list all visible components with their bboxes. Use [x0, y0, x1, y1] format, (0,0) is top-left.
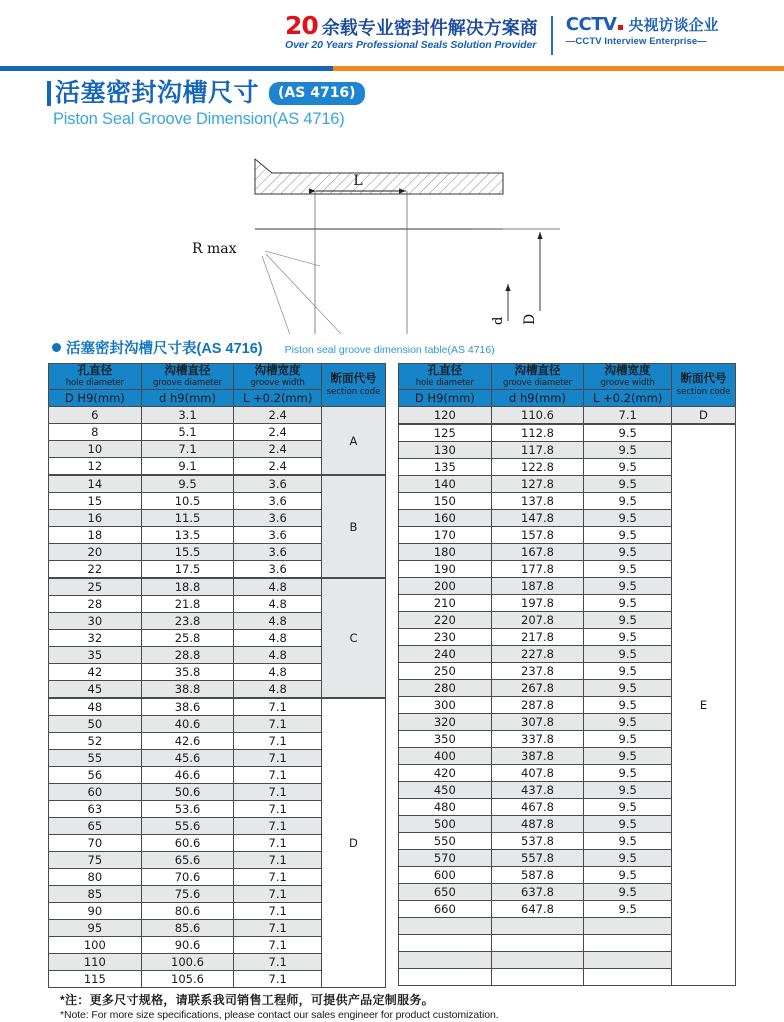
page-title: 活塞密封沟槽尺寸 — [55, 79, 260, 107]
cell-width: 9.5 — [584, 561, 672, 578]
cell-hole: 56 — [49, 767, 142, 784]
cell-hole: 250 — [399, 663, 492, 680]
cell-hole: 190 — [399, 561, 492, 578]
cell-hole: 320 — [399, 714, 492, 731]
cell-width: 9.5 — [584, 493, 672, 510]
upper-body-section — [255, 159, 503, 194]
cell-groove: 9.5 — [141, 475, 234, 493]
cell-groove: 287.8 — [491, 697, 584, 714]
cell-hole: 500 — [399, 816, 492, 833]
table-row — [49, 407, 386, 424]
cell-hole: 14 — [49, 475, 142, 493]
header-groove-width-en: groove width — [600, 378, 655, 388]
dimension-tables — [0, 363, 784, 988]
cell-hole — [399, 935, 492, 952]
cell-groove: 55.6 — [141, 818, 234, 835]
header-groove-diameter-en: groove diameter — [502, 378, 573, 388]
cell-groove: 53.6 — [141, 801, 234, 818]
header-groove-width-en: groove width — [250, 378, 305, 388]
cell-hole: 135 — [399, 459, 492, 476]
cell-width: 7.1 — [234, 852, 322, 869]
cell-hole: 125 — [399, 424, 492, 442]
title-accent-bar — [47, 81, 51, 106]
cell-hole — [399, 969, 492, 986]
footnote-cn: *注：更多尺寸规格，请联系我司销售工程师，可提供产品定制服务。 — [60, 993, 434, 1007]
cell-groove: 40.6 — [141, 716, 234, 733]
cell-width: 2.4 — [234, 424, 322, 441]
header-groove-diameter-cn: 沟槽直径 — [514, 365, 561, 377]
header-section-code — [671, 364, 735, 407]
cell-groove: 227.8 — [491, 646, 584, 663]
cell-groove: 13.5 — [141, 527, 234, 544]
header-hole-diameter-en: hole diameter — [65, 378, 124, 388]
cell-hole: 350 — [399, 731, 492, 748]
cell-width: 9.5 — [584, 765, 672, 782]
cell-width: 2.4 — [234, 441, 322, 458]
cell-groove: 147.8 — [491, 510, 584, 527]
cell-hole: 150 — [399, 493, 492, 510]
cell-width: 7.1 — [234, 698, 322, 716]
cell-width: 2.4 — [234, 458, 322, 476]
cell-hole: 240 — [399, 646, 492, 663]
cell-hole: 200 — [399, 578, 492, 595]
cell-groove: 17.5 — [141, 561, 234, 579]
cell-groove: 5.1 — [141, 424, 234, 441]
cell-width: 7.1 — [234, 886, 322, 903]
cell-hole: 570 — [399, 850, 492, 867]
cell-hole: 60 — [49, 784, 142, 801]
cell-hole: 450 — [399, 782, 492, 799]
cell-groove: 537.8 — [491, 833, 584, 850]
cell-hole: 70 — [49, 835, 142, 852]
cell-width — [584, 918, 672, 935]
cell-hole: 115 — [49, 971, 142, 988]
cell-groove: 60.6 — [141, 835, 234, 852]
cell-groove: 90.6 — [141, 937, 234, 954]
cell-groove: 45.6 — [141, 750, 234, 767]
header-unit-groove-dia: d h9(mm) — [491, 390, 584, 407]
cell-width: 7.1 — [234, 767, 322, 784]
cell-groove: 437.8 — [491, 782, 584, 799]
cell-width: 9.5 — [584, 578, 672, 595]
table-row — [49, 578, 386, 596]
cell-groove: 647.8 — [491, 901, 584, 918]
rule-segment-blue — [0, 66, 333, 71]
header-unit-groove-dia: d h9(mm) — [141, 390, 234, 407]
cell-hole: 140 — [399, 476, 492, 493]
header-groove-width — [584, 364, 672, 390]
cell-groove: 23.8 — [141, 613, 234, 630]
cell-groove: 177.8 — [491, 561, 584, 578]
cell-groove: 587.8 — [491, 867, 584, 884]
cell-groove: 85.6 — [141, 920, 234, 937]
cell-width: 7.1 — [234, 716, 322, 733]
label-D: D — [522, 313, 538, 325]
header-unit-groove-width: L +0.2(mm) — [584, 390, 672, 407]
cell-width: 9.5 — [584, 680, 672, 697]
label-d: d — [491, 316, 506, 325]
cell-width: 4.8 — [234, 647, 322, 664]
cell-width: 9.5 — [584, 646, 672, 663]
cell-hole: 45 — [49, 681, 142, 699]
cell-groove: 157.8 — [491, 527, 584, 544]
cell-width: 9.5 — [584, 748, 672, 765]
cell-hole: 180 — [399, 544, 492, 561]
cell-section-code: D — [671, 407, 735, 425]
header-unit-hole: D H9(mm) — [399, 390, 492, 407]
label-Rmax: R max — [192, 241, 237, 257]
header-section-code — [321, 364, 385, 407]
cell-width: 9.5 — [584, 612, 672, 629]
cell-hole: 55 — [49, 750, 142, 767]
header-unit-hole: D H9(mm) — [49, 390, 142, 407]
cell-width: 9.5 — [584, 476, 672, 493]
label-L: L — [353, 173, 363, 189]
header-unit-groove-width: L +0.2(mm) — [234, 390, 322, 407]
cell-groove: 112.8 — [491, 424, 584, 442]
cell-hole: 25 — [49, 578, 142, 596]
header-divider — [551, 16, 553, 55]
cell-hole: 16 — [49, 510, 142, 527]
cell-width: 9.5 — [584, 442, 672, 459]
cell-hole: 15 — [49, 493, 142, 510]
cell-width: 9.5 — [584, 459, 672, 476]
cell-groove: 21.8 — [141, 596, 234, 613]
page-subtitle: Piston Seal Groove Dimension(AS 4716) — [53, 110, 345, 128]
cell-groove: 50.6 — [141, 784, 234, 801]
section-title-cn: 活塞密封沟槽尺寸表(AS 4716) — [66, 341, 263, 357]
cell-width: 9.5 — [584, 663, 672, 680]
cell-hole: 170 — [399, 527, 492, 544]
cell-hole: 110 — [49, 954, 142, 971]
cell-width: 7.1 — [234, 869, 322, 886]
cell-hole: 660 — [399, 901, 492, 918]
cell-hole: 220 — [399, 612, 492, 629]
cell-hole: 65 — [49, 818, 142, 835]
header-section-code-en: section code — [676, 387, 731, 397]
tagline-en: Over 20 Years Professional Seals Solution Provider — [285, 39, 537, 51]
cell-hole: 120 — [399, 407, 492, 425]
cell-groove — [491, 935, 584, 952]
header-section-code-en: section code — [326, 387, 381, 397]
cell-hole — [399, 952, 492, 969]
cell-hole: 18 — [49, 527, 142, 544]
cell-hole: 48 — [49, 698, 142, 716]
cell-hole: 90 — [49, 903, 142, 920]
cell-hole: 52 — [49, 733, 142, 750]
cell-groove: 557.8 — [491, 850, 584, 867]
cctv-label-en: —CCTV Interview Enterprise— — [565, 36, 707, 47]
cell-width: 3.6 — [234, 544, 322, 561]
cell-width: 7.1 — [234, 733, 322, 750]
cell-width: 9.5 — [584, 544, 672, 561]
seals-brand — [285, 11, 538, 52]
cell-groove: 407.8 — [491, 765, 584, 782]
page-header — [0, 0, 784, 66]
cell-groove: 207.8 — [491, 612, 584, 629]
cell-hole: 8 — [49, 424, 142, 441]
brand-block — [285, 11, 719, 55]
cell-width: 9.5 — [584, 595, 672, 612]
cell-groove: 307.8 — [491, 714, 584, 731]
cell-groove: 122.8 — [491, 459, 584, 476]
cell-width: 3.6 — [234, 493, 322, 510]
cell-hole: 100 — [49, 937, 142, 954]
cell-groove: 197.8 — [491, 595, 584, 612]
cell-groove — [491, 969, 584, 986]
cell-groove: 46.6 — [141, 767, 234, 784]
cell-hole: 400 — [399, 748, 492, 765]
cell-width: 9.5 — [584, 901, 672, 918]
cell-section-code: B — [321, 475, 385, 578]
cell-hole — [399, 918, 492, 935]
cell-groove: 80.6 — [141, 903, 234, 920]
cell-hole: 50 — [49, 716, 142, 733]
standard-badge: (AS 4716) — [269, 82, 365, 105]
cell-groove: 337.8 — [491, 731, 584, 748]
rmax-arrow-2 — [266, 254, 404, 334]
right-dimension-table — [398, 363, 736, 986]
cell-groove: 387.8 — [491, 748, 584, 765]
table-header-row-1 — [399, 364, 736, 390]
cell-groove: 487.8 — [491, 816, 584, 833]
cell-hole: 75 — [49, 852, 142, 869]
cell-width — [584, 952, 672, 969]
cell-groove: 100.6 — [141, 954, 234, 971]
cell-hole: 550 — [399, 833, 492, 850]
cell-width: 7.1 — [234, 903, 322, 920]
cell-width: 9.5 — [584, 799, 672, 816]
cell-groove: 467.8 — [491, 799, 584, 816]
groove-cross-section-diagram — [0, 129, 784, 334]
cell-groove: 105.6 — [141, 971, 234, 988]
table-row — [399, 424, 736, 442]
cell-groove: 217.8 — [491, 629, 584, 646]
cell-width: 4.8 — [234, 681, 322, 699]
left-table-body — [49, 407, 386, 988]
table-header-row-1 — [49, 364, 386, 390]
cell-groove: 3.1 — [141, 407, 234, 424]
section-title-en: Piston seal groove dimension table(AS 4716) — [284, 344, 495, 356]
table-section-heading — [0, 334, 784, 363]
header-groove-width-cn: 沟槽宽度 — [604, 365, 651, 377]
cell-width: 4.8 — [234, 578, 322, 596]
cell-width: 9.5 — [584, 816, 672, 833]
cell-hole: 80 — [49, 869, 142, 886]
cell-groove: 35.8 — [141, 664, 234, 681]
cell-width: 2.4 — [234, 407, 322, 424]
cell-hole: 95 — [49, 920, 142, 937]
cell-width: 9.5 — [584, 697, 672, 714]
cctv-label-cn: 央视访谈企业 — [628, 17, 719, 34]
cell-width — [584, 935, 672, 952]
cell-groove: 9.1 — [141, 458, 234, 476]
header-groove-diameter-cn: 沟槽直径 — [164, 365, 211, 377]
cell-width: 9.5 — [584, 884, 672, 901]
footnote-block — [0, 988, 784, 1022]
cell-width — [584, 969, 672, 986]
cell-section-code: C — [321, 578, 385, 698]
cell-hole: 6 — [49, 407, 142, 424]
cell-width: 4.8 — [234, 613, 322, 630]
cell-width: 4.8 — [234, 596, 322, 613]
cell-groove: 38.6 — [141, 698, 234, 716]
cell-groove: 18.8 — [141, 578, 234, 596]
cell-groove: 28.8 — [141, 647, 234, 664]
cell-section-code: E — [671, 424, 735, 986]
header-groove-width-cn: 沟槽宽度 — [254, 365, 301, 377]
cell-groove: 65.6 — [141, 852, 234, 869]
footnote-en: *Note: For more size specifications, please contact our sales engineer for product customization. — [60, 1009, 499, 1021]
page-title-block — [0, 71, 784, 129]
cell-groove — [491, 952, 584, 969]
cell-section-code: D — [321, 698, 385, 988]
cell-hole: 30 — [49, 613, 142, 630]
cell-hole: 12 — [49, 458, 142, 476]
cell-hole: 42 — [49, 664, 142, 681]
cell-groove: 75.6 — [141, 886, 234, 903]
header-groove-width — [234, 364, 322, 390]
diagram-svg — [0, 129, 784, 334]
cell-width: 9.5 — [584, 731, 672, 748]
cell-hole: 28 — [49, 596, 142, 613]
cell-width: 7.1 — [234, 750, 322, 767]
cell-hole: 650 — [399, 884, 492, 901]
tagline-cn: 余载专业密封件解决方案商 — [321, 18, 538, 38]
cell-width: 7.1 — [234, 801, 322, 818]
rmax-leader-line — [265, 251, 320, 266]
header-section-code-cn: 断面代号 — [680, 373, 727, 385]
cell-groove: 7.1 — [141, 441, 234, 458]
cctv-brand — [566, 14, 719, 48]
cell-groove: 187.8 — [491, 578, 584, 595]
header-hole-diameter-cn: 孔直径 — [427, 365, 463, 377]
cell-width: 3.6 — [234, 527, 322, 544]
bullet-icon — [52, 343, 61, 352]
cell-width: 9.5 — [584, 833, 672, 850]
cell-width: 7.1 — [584, 407, 672, 425]
cell-width: 3.6 — [234, 510, 322, 527]
cell-groove: 70.6 — [141, 869, 234, 886]
header-hole-diameter-cn: 孔直径 — [77, 365, 113, 377]
cell-groove: 11.5 — [141, 510, 234, 527]
cell-width: 9.5 — [584, 867, 672, 884]
header-hole-diameter — [399, 364, 492, 390]
cell-width: 9.5 — [584, 850, 672, 867]
table-row — [49, 698, 386, 716]
table-row — [49, 475, 386, 493]
cell-hole: 32 — [49, 630, 142, 647]
cell-groove: 117.8 — [491, 442, 584, 459]
cell-groove — [491, 918, 584, 935]
left-dimension-table — [48, 363, 386, 988]
cctv-wordmark: CCTV — [565, 14, 617, 35]
cell-groove: 42.6 — [141, 733, 234, 750]
cell-hole: 210 — [399, 595, 492, 612]
cell-groove: 110.6 — [491, 407, 584, 425]
years-number: 20 — [285, 11, 318, 40]
cell-width: 9.5 — [584, 782, 672, 799]
cell-hole: 480 — [399, 799, 492, 816]
cell-width: 3.6 — [234, 475, 322, 493]
cell-hole: 35 — [49, 647, 142, 664]
cell-hole: 10 — [49, 441, 142, 458]
left-table-wrapper — [48, 363, 386, 988]
cell-groove: 237.8 — [491, 663, 584, 680]
cell-width: 4.8 — [234, 630, 322, 647]
cell-width: 7.1 — [234, 835, 322, 852]
cell-hole: 22 — [49, 561, 142, 579]
cell-section-code: A — [321, 407, 385, 476]
right-table-wrapper — [398, 363, 736, 986]
cell-hole: 600 — [399, 867, 492, 884]
cell-width: 7.1 — [234, 937, 322, 954]
cell-groove: 127.8 — [491, 476, 584, 493]
cell-hole: 130 — [399, 442, 492, 459]
cell-width: 9.5 — [584, 714, 672, 731]
cell-groove: 637.8 — [491, 884, 584, 901]
cell-groove: 25.8 — [141, 630, 234, 647]
cell-width: 9.5 — [584, 629, 672, 646]
cell-hole: 300 — [399, 697, 492, 714]
cell-hole: 230 — [399, 629, 492, 646]
cell-width: 7.1 — [234, 954, 322, 971]
table-row — [399, 407, 736, 425]
header-groove-diameter — [491, 364, 584, 390]
cell-hole: 63 — [49, 801, 142, 818]
right-table-body — [399, 407, 736, 986]
cell-width: 9.5 — [584, 510, 672, 527]
cell-width: 3.6 — [234, 561, 322, 579]
cell-hole: 420 — [399, 765, 492, 782]
header-groove-diameter — [141, 364, 234, 390]
header-hole-diameter-en: hole diameter — [415, 378, 474, 388]
header-hole-diameter — [49, 364, 142, 390]
cell-groove: 167.8 — [491, 544, 584, 561]
cell-width: 7.1 — [234, 920, 322, 937]
cell-width: 7.1 — [234, 784, 322, 801]
cell-hole: 280 — [399, 680, 492, 697]
header-section-code-cn: 断面代号 — [330, 373, 377, 385]
red-dot-icon — [618, 25, 623, 30]
cell-hole: 20 — [49, 544, 142, 561]
cell-width: 9.5 — [584, 424, 672, 442]
header-rule — [0, 66, 784, 71]
rule-segment-orange — [333, 66, 784, 71]
rmax-arrow-1 — [262, 256, 314, 334]
cell-width: 7.1 — [234, 971, 322, 988]
cell-width: 4.8 — [234, 664, 322, 681]
header-groove-diameter-en: groove diameter — [152, 378, 223, 388]
cell-width: 9.5 — [584, 527, 672, 544]
cell-groove: 38.8 — [141, 681, 234, 699]
cell-groove: 10.5 — [141, 493, 234, 510]
cell-hole: 160 — [399, 510, 492, 527]
cell-groove: 267.8 — [491, 680, 584, 697]
cell-groove: 15.5 — [141, 544, 234, 561]
cell-hole: 85 — [49, 886, 142, 903]
cell-width: 7.1 — [234, 818, 322, 835]
cell-groove: 137.8 — [491, 493, 584, 510]
